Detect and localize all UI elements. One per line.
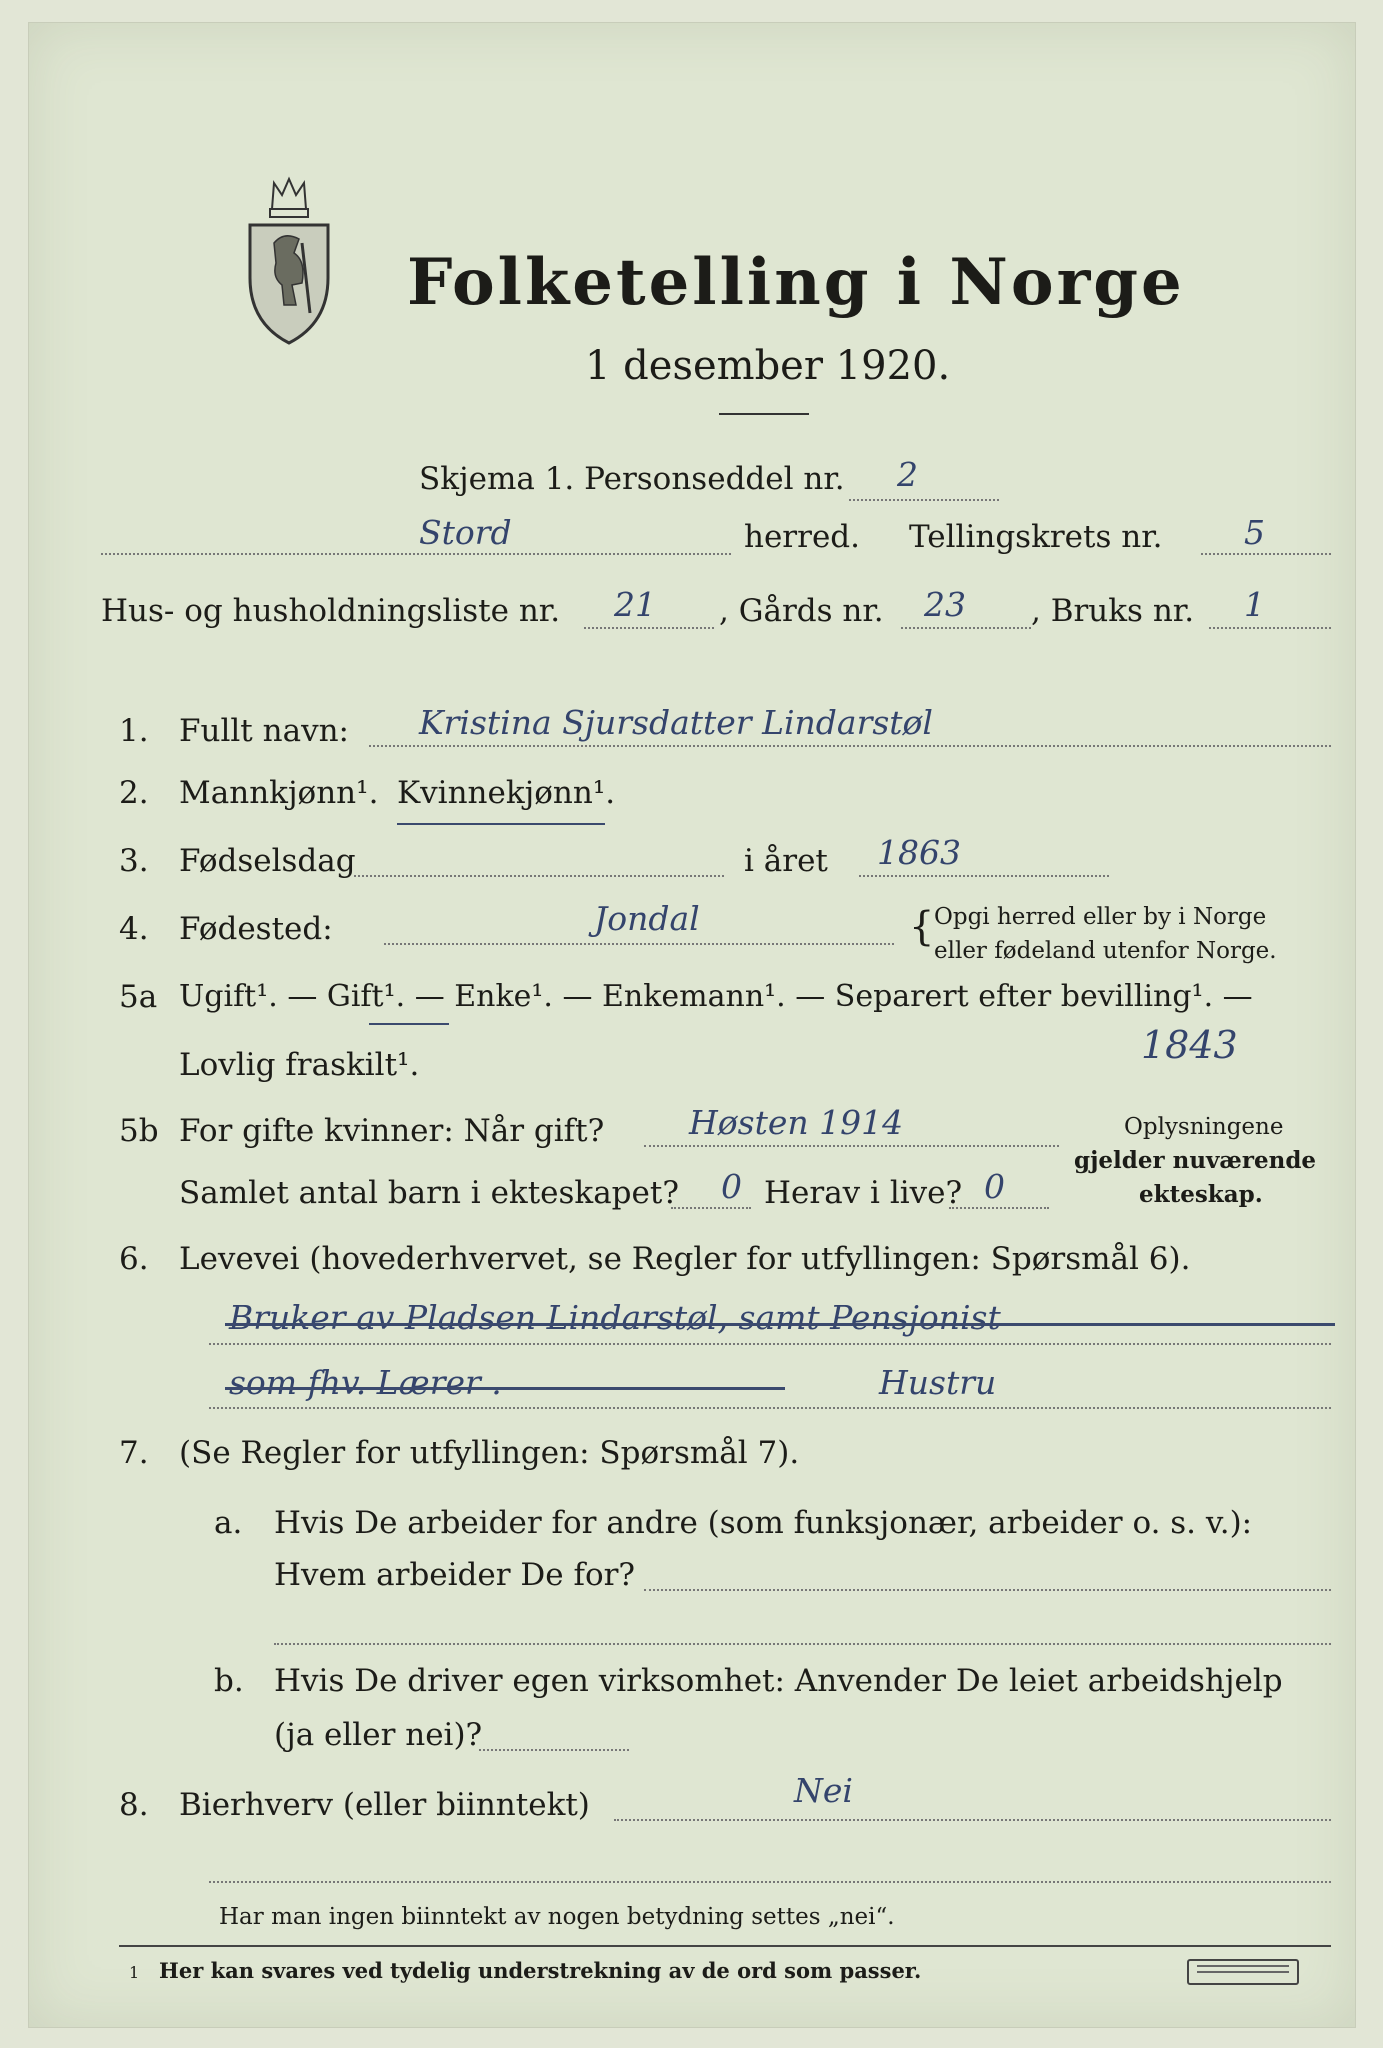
q5b-note-line2: gjelder nuværende xyxy=(1074,1147,1317,1174)
herred-field-line xyxy=(101,553,731,555)
q5b-number: 5b xyxy=(119,1113,159,1149)
q6-struck-line1: Bruker av Pladsen Lindarstøl, samt Pensjonist xyxy=(229,1298,1001,1337)
gards-label: , Gårds nr. xyxy=(719,593,884,629)
bruks-label: , Bruks nr. xyxy=(1031,593,1195,629)
q8-label: Bierhverv (eller biinntekt) xyxy=(179,1787,590,1823)
printer-stamp-icon xyxy=(1187,1959,1299,1985)
q7a-line1: Hvis De arbeider for andre (som funksjonær, arbeider o. s. v.): xyxy=(274,1505,1253,1541)
q5a-number: 5a xyxy=(119,979,158,1015)
q3-number: 3. xyxy=(119,843,149,879)
q5a-margin-note: 1843 xyxy=(1141,1023,1238,1067)
norway-coat-of-arms-icon xyxy=(244,173,334,348)
herred-label: herred. xyxy=(744,519,860,555)
footer-divider xyxy=(119,1945,1331,1947)
bruks-value[interactable]: 1 xyxy=(1244,585,1265,624)
q5b-children-field-line xyxy=(671,1207,751,1209)
q5a-options: Ugift¹. — Gift¹. — Enke¹. — Enkemann¹. — Separert efter bevilling¹. — xyxy=(179,979,1253,1014)
q5b-note-line3: ekteskap. xyxy=(1139,1181,1263,1208)
form-date: 1 desember 1920. xyxy=(585,343,951,389)
q6-occupation-value[interactable]: Hustru xyxy=(879,1363,997,1402)
q3-year-label: i året xyxy=(744,843,828,879)
q6-struck-line2: som fhv. Lærer . xyxy=(229,1363,502,1402)
q5b-label: For gifte kvinner: Når gift? xyxy=(179,1113,605,1149)
q8-side-income-value[interactable]: Nei xyxy=(794,1771,853,1810)
q6-label: Levevei (hovederhvervet, se Regler for utfyllingen: Spørsmål 6). xyxy=(179,1241,1191,1277)
gards-value[interactable]: 23 xyxy=(924,585,966,624)
q5b-note-line1: Oplysningene xyxy=(1124,1114,1284,1140)
q3-label: Fødselsdag xyxy=(179,843,356,879)
q7a-field-line-1 xyxy=(644,1589,1331,1591)
tellingskrets-field-line xyxy=(1201,553,1331,555)
q7a-number: a. xyxy=(214,1505,243,1541)
q8-field-line xyxy=(614,1819,1331,1821)
q4-birthplace-value[interactable]: Jondal xyxy=(594,899,700,938)
q7b-number: b. xyxy=(214,1663,244,1699)
skjema-label: Skjema 1. Personseddel nr. xyxy=(419,461,845,497)
q7b-line2: (ja eller nei)? xyxy=(274,1717,483,1753)
q5b-married-field-line xyxy=(644,1145,1059,1147)
q4-label: Fødested: xyxy=(179,911,333,947)
q2-male: Mannkjønn¹. xyxy=(179,775,379,811)
q7a-field-line-2 xyxy=(274,1643,1331,1645)
q7-label: (Se Regler for utfyllingen: Spørsmål 7). xyxy=(179,1435,800,1471)
q3-year-field-line xyxy=(859,875,1109,877)
gards-field-line xyxy=(901,627,1031,629)
q1-label: Fullt navn: xyxy=(179,713,349,749)
q5b-children-value[interactable]: 0 xyxy=(721,1167,742,1206)
q8-field-line-2 xyxy=(209,1881,1331,1883)
q5a-line2: Lovlig fraskilt¹. xyxy=(179,1047,420,1083)
census-form-page xyxy=(28,22,1356,2028)
q6-field-line-1 xyxy=(209,1343,1331,1345)
tellingskrets-label: Tellingskrets nr. xyxy=(909,519,1163,555)
q1-number: 1. xyxy=(119,713,149,749)
q5b-alive-field-line xyxy=(949,1207,1049,1209)
q5a-gift-underline xyxy=(369,1023,449,1025)
q6-strike-line-2 xyxy=(225,1387,785,1390)
footer-note: Har man ingen biinntekt av nogen betydning settes „nei“. xyxy=(219,1904,895,1930)
q3-birthday-field-line xyxy=(354,875,724,877)
q7b-field-line xyxy=(479,1749,629,1751)
q4-note-line2: eller fødeland utenfor Norge. xyxy=(934,938,1277,964)
hus-field-line xyxy=(584,627,714,629)
q4-field-line xyxy=(384,943,894,945)
title-divider xyxy=(719,413,809,415)
q4-bracket-icon: { xyxy=(909,904,935,950)
q4-note-line1: Opgi herred eller by i Norge xyxy=(934,904,1267,930)
form-title: Folketelling i Norge xyxy=(407,245,1185,320)
q2-female: Kvinnekjønn¹. xyxy=(397,775,616,811)
skjema-field-line xyxy=(849,499,999,501)
q7-number: 7. xyxy=(119,1435,149,1471)
tellingskrets-value[interactable]: 5 xyxy=(1244,513,1265,552)
hus-label: Hus- og husholdningsliste nr. xyxy=(101,593,561,629)
herred-value[interactable]: Stord xyxy=(419,513,512,552)
q5b-alive-value[interactable]: 0 xyxy=(984,1167,1005,1206)
bruks-field-line xyxy=(1209,627,1331,629)
q6-number: 6. xyxy=(119,1241,149,1277)
q7a-line2: Hvem arbeider De for? xyxy=(274,1557,636,1593)
q1-full-name-value[interactable]: Kristina Sjursdatter Lindarstøl xyxy=(419,703,933,742)
hus-value[interactable]: 21 xyxy=(614,585,656,624)
q2-number: 2. xyxy=(119,775,149,811)
q5b-alive-label: Herav i live? xyxy=(764,1175,963,1211)
q6-strike-line-1 xyxy=(225,1323,1335,1326)
q1-field-line xyxy=(369,745,1331,747)
q5b-married-value[interactable]: Høsten 1914 xyxy=(689,1103,904,1142)
skjema-value[interactable]: 2 xyxy=(897,455,918,494)
q7b-line1: Hvis De driver egen virksomhet: Anvender De leiet arbeidshjelp xyxy=(274,1663,1283,1699)
footnote-number: 1 xyxy=(129,1963,140,1982)
q8-number: 8. xyxy=(119,1787,149,1823)
q4-number: 4. xyxy=(119,911,149,947)
q6-field-line-2 xyxy=(209,1407,1331,1409)
footnote-text: Her kan svares ved tydelig understrekning av de ord som passer. xyxy=(159,1958,922,1983)
q3-year-value[interactable]: 1863 xyxy=(877,833,961,872)
q2-female-underline xyxy=(397,823,605,825)
q5b-children-label: Samlet antal barn i ekteskapet? xyxy=(179,1175,679,1211)
